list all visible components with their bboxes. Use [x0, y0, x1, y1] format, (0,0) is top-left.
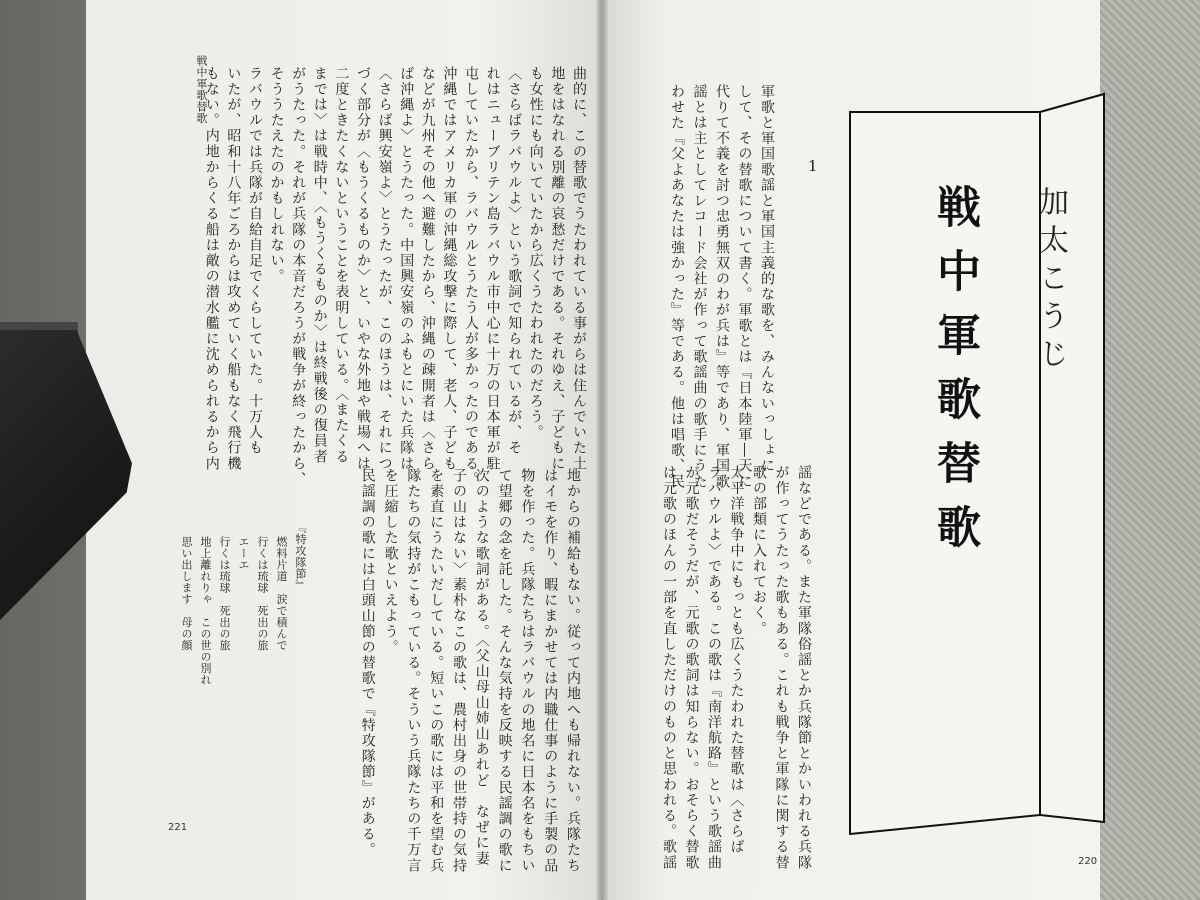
text-column: そううたえたのかもしれない。 — [268, 66, 285, 285]
text-column: がうたった。それが兵隊の本音だろうが戦争が終ったから、 — [290, 66, 307, 488]
text-column: 〈さらば興安嶺よ〉とうたったが、このほうは、それにつ — [376, 66, 393, 472]
lyric-line: 行くは琉球 死出の旅 — [256, 536, 269, 651]
lyric-line: 『特攻隊節』 — [294, 522, 307, 591]
section-number: 1 — [808, 157, 818, 175]
text-column: 屯していたから、ラバウルとうたう人が多かったのである。 — [463, 66, 479, 488]
text-column: づく部分が〈もうくるものか〉と、いやな外地や戦場へは — [355, 66, 371, 472]
lyric-line: エーエ — [237, 536, 250, 571]
lyric-line: 地上離れりゃ この世の別れ — [199, 536, 212, 686]
text-column: 子の山はない〉素朴なこの歌は、農村出身の世帯持の気持 — [451, 468, 467, 874]
text-column: わせた『父よあなたは強かった』等である。他は唱歌、民 — [669, 84, 685, 490]
lyric-line: 思い出します 母の顔 — [180, 536, 193, 651]
text-column: 曲的に、この替歌でうたわれている事がらは住んでいた土 — [571, 66, 587, 472]
text-column: も女性にも向いていたから広くうたわれたのだろう。 — [527, 66, 544, 441]
lyric-line: 行くは琉球 死出の旅 — [218, 536, 231, 651]
text-column: 軍歌と軍国歌謡と軍国主義的な歌を、みんないっしょに — [759, 84, 775, 474]
text-column: 謡などである。また軍隊俗謡とか兵隊節とかいわれる兵隊 — [796, 465, 812, 871]
text-column: が作ってうたった歌もある。これも戦争と軍隊に関する替 — [773, 465, 790, 871]
text-column: て望郷の念を託した。そんな気持を反映する民謡調の歌に — [496, 468, 513, 874]
cloth-background — [1100, 0, 1200, 900]
page-number-left: 221 — [168, 822, 188, 833]
text-column: 二度ときたくないということを表明している。〈またくる — [333, 66, 350, 465]
text-column: 隊たちの気持がこもっている。そういう兵隊たちの千万言 — [405, 468, 422, 874]
text-column: 物を作った。兵隊たちはラバウルの地名に日本名をもちい — [519, 468, 536, 874]
text-column: を素直にうたいだしている。短いこの歌には平和を望む兵 — [428, 468, 445, 874]
text-column: 沖縄ではアメリカ軍の沖縄総攻撃に際して、老人、子ども — [441, 66, 458, 472]
text-column: ラバウルでは兵隊が自給自足でくらしていた。十万人も — [247, 66, 263, 456]
lyric-line: 燃料片道 涙で積んで — [275, 536, 288, 651]
book-gutter — [596, 0, 608, 900]
page-number-right: 220 — [1078, 856, 1098, 867]
text-column: などが九州その他へ避難したから、沖縄の疎開者は〈さら — [419, 66, 436, 472]
author-name: 加太こうじ — [1033, 186, 1068, 376]
text-column: ば沖縄よ〉とうたった。中国興安嶺のふもとにいた兵隊は — [398, 66, 415, 472]
text-column: 地をはなれる別離の哀愁だけである。それゆえ、子どもに — [549, 66, 566, 472]
article-title: 戦中軍歌替歌 — [929, 184, 980, 568]
text-column: いたが、昭和十八年ごろからは攻めていく船もなく飛行機 — [225, 66, 242, 472]
text-column: 〈さらばラバウルよ〉という歌詞で知られているが、そ — [506, 66, 523, 456]
text-column: を圧縮した歌といえよう。 — [382, 468, 399, 656]
text-column: はイモを作り、暇にまかせては内職仕事のように手製の品 — [542, 468, 559, 874]
text-column: れはニューブリテン島ラバウル市中心に十万の日本軍が駐 — [484, 66, 501, 472]
text-column: 次のような歌詞がある。〈父山母山姉山あれど なぜに妻 — [473, 468, 490, 867]
text-column: までは〉は戦時中、〈もうくるものか〉は終戦後の復員者 — [311, 66, 328, 465]
text-column: ラバウルよ〉である。この歌は『南洋航路』という歌謡曲 — [706, 465, 722, 871]
text-column: 謡とは主としてレコード会社が作って歌謡曲の歌手にうた — [691, 84, 708, 490]
running-head: 戦中軍歌替歌 — [195, 55, 208, 124]
text-column: もない。内地からくる船は敵の潜水艦に沈められるから内 — [203, 66, 220, 472]
text-column: 地からの補給もない。従って内地へも帰れない。兵隊たち — [565, 468, 581, 874]
text-column: は元歌のほんの一部を直しただけのものと思われる。歌謡 — [661, 465, 677, 871]
text-column: 代りて不義を討つ忠勇無双のわが兵は』等であり、軍国歌 — [714, 84, 730, 490]
text-column: 民謡調の歌には白頭山節の替歌で『特攻隊節』がある。 — [359, 468, 376, 858]
text-column: 歌の部類に入れておく。 — [751, 465, 767, 637]
text-column: 太平洋戦争中にもっとも広くうたわれた替歌は〈さらば — [728, 465, 745, 855]
text-column: して、その替歌について書く。軍歌とは『日本陸軍―天に — [736, 84, 753, 490]
text-column: が元歌だそうだが、元歌の歌詞は知らない。おそらく替歌 — [683, 465, 700, 871]
